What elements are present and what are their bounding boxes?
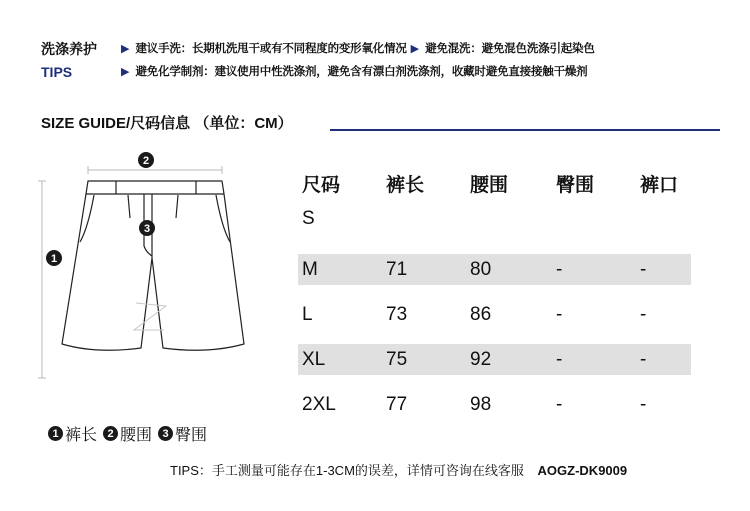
legend-item-hip xyxy=(158,422,207,445)
marker-3-label: 3 xyxy=(143,223,151,235)
cell-waist: 80 xyxy=(470,258,492,280)
legend-label: 臀围 xyxy=(175,427,208,444)
table-header-row xyxy=(298,165,691,201)
care-heading: 洗涤养护 xyxy=(41,41,97,57)
care-text-handwash: 建议手洗：长期机洗甩干或有不同程度的变形氧化情况 xyxy=(135,43,407,55)
legend-item-waist xyxy=(103,422,152,445)
arrow-right-icon: ▶ xyxy=(410,43,420,55)
title-underline xyxy=(330,129,720,131)
tips-heading: TIPS xyxy=(41,64,73,80)
header-waist: 腰围 xyxy=(470,174,509,196)
footer-tips: TIPS：手工测量可能存在1-3CM的误差，详情可咨询在线客服 xyxy=(170,463,524,478)
table-row xyxy=(298,387,691,422)
legend-item-length xyxy=(48,422,97,445)
header-size: 尺码 xyxy=(302,174,341,196)
marker-2-label: 2 xyxy=(142,155,150,167)
cell-size: S xyxy=(302,208,315,229)
header-hip: 臀围 xyxy=(556,174,595,196)
size-table xyxy=(298,165,691,434)
care-text-chemicals: 避免化学制剂：建议使用中性洗涤剂，避免含有漂白剂洗涤剂，收藏时避免直接接触干燥剂 xyxy=(135,66,588,78)
cell-hip: - xyxy=(556,393,563,415)
measurement-legend xyxy=(48,422,207,445)
cell-length: 77 xyxy=(386,393,408,415)
cell-leg-opening: - xyxy=(640,348,647,370)
table-row xyxy=(298,254,691,285)
care-row-tips xyxy=(41,61,741,84)
header-leg-opening: 裤口 xyxy=(640,174,679,196)
cell-leg-opening: - xyxy=(640,258,647,280)
product-code: AOGZ-DK9009 xyxy=(537,463,628,478)
marker-1-label: 1 xyxy=(50,253,58,265)
cell-length: 75 xyxy=(386,348,408,370)
cell-waist: 92 xyxy=(470,348,492,370)
cell-leg-opening: - xyxy=(640,303,647,325)
cell-hip: - xyxy=(556,258,563,280)
legend-number-1: 1 xyxy=(48,426,63,441)
cell-hip: - xyxy=(556,303,563,325)
table-row xyxy=(298,205,691,233)
arrow-right-icon: ▶ xyxy=(121,43,130,55)
table-row xyxy=(298,297,691,332)
cell-size: 2XL xyxy=(302,393,336,415)
cell-length: 71 xyxy=(386,258,408,280)
care-text-separate: 避免混洗：避免混色洗涤引起染色 xyxy=(425,43,595,55)
table-row xyxy=(298,344,691,375)
header-length: 裤长 xyxy=(386,174,425,196)
arrow-right-icon: ▶ xyxy=(121,66,130,78)
shorts-illustration xyxy=(36,148,268,388)
cell-leg-opening: - xyxy=(640,393,647,415)
care-instructions xyxy=(41,38,741,84)
cell-size: L xyxy=(302,303,313,325)
care-row-wash xyxy=(41,38,741,61)
size-guide-title: SIZE GUIDE/尺码信息 （单位：CM） xyxy=(41,115,293,132)
legend-label: 裤长 xyxy=(65,427,98,444)
footer-note xyxy=(170,460,627,479)
cell-waist: 98 xyxy=(470,393,492,415)
cell-size: M xyxy=(302,258,318,280)
legend-number-2: 2 xyxy=(103,426,118,441)
legend-label: 腰围 xyxy=(120,427,153,444)
cell-waist: 86 xyxy=(470,303,492,325)
cell-hip: - xyxy=(556,348,563,370)
legend-number-3: 3 xyxy=(158,426,173,441)
cell-length: 73 xyxy=(386,303,408,325)
cell-size: XL xyxy=(302,348,326,370)
